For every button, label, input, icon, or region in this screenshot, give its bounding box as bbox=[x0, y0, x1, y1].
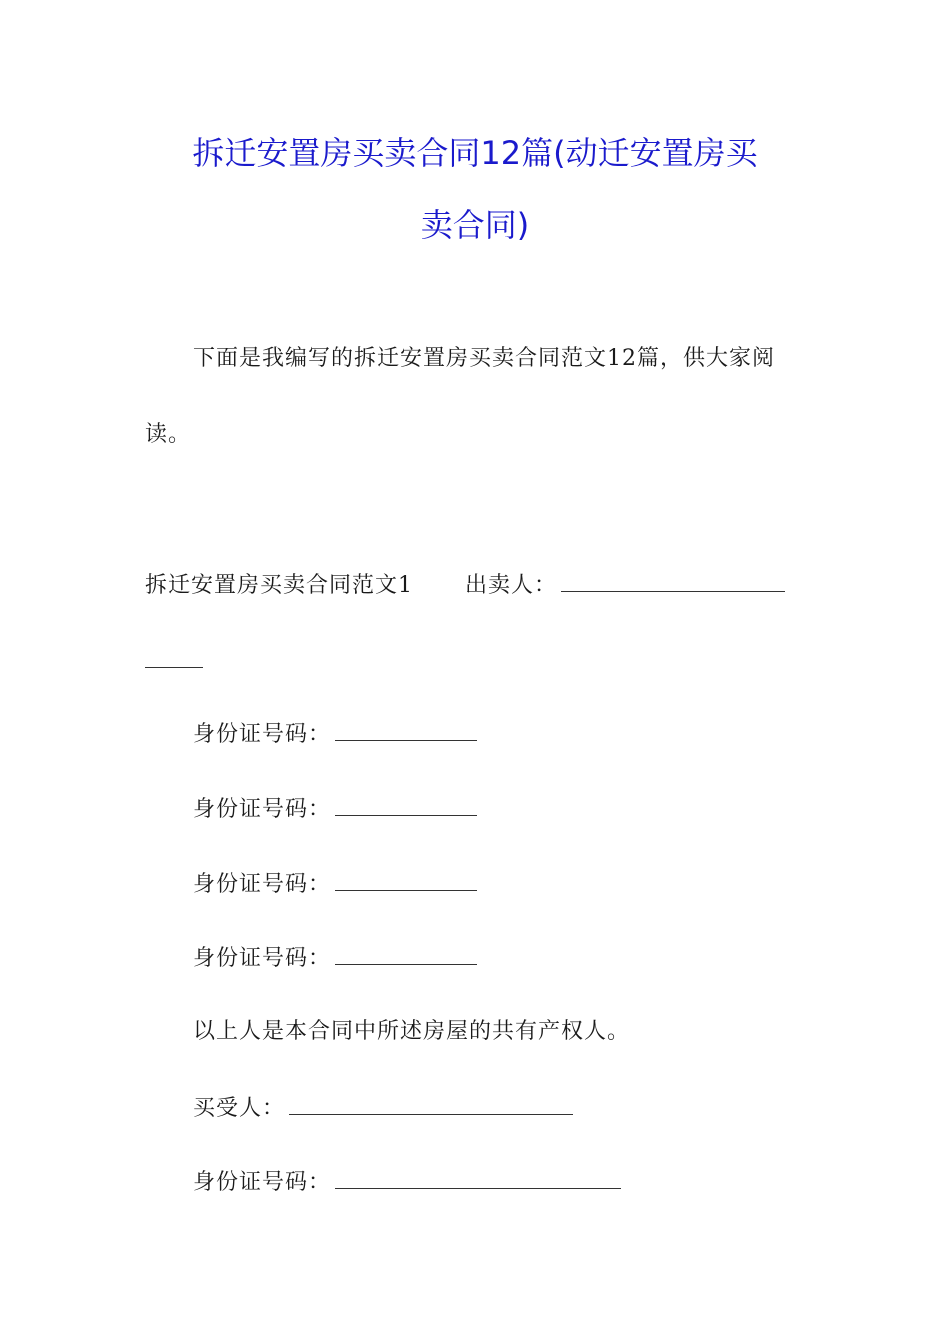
buyer-id-label: 身份证号码： bbox=[193, 1170, 332, 1195]
seller-blank-continued bbox=[145, 666, 203, 668]
id-label: 身份证号码： bbox=[193, 946, 332, 971]
id-label: 身份证号码： bbox=[193, 872, 332, 897]
co-owners-note: 以上人是本合同中所述房屋的共有产权人。 bbox=[193, 1019, 631, 1044]
section-heading: 拆迁安置房买卖合同范文1 bbox=[145, 573, 413, 598]
seller-label: 出卖人： bbox=[465, 573, 558, 598]
id-row-2 bbox=[193, 797, 477, 821]
id-row-3 bbox=[193, 872, 477, 896]
id-row-1 bbox=[193, 722, 477, 746]
seller-blank bbox=[561, 573, 785, 592]
id-blank bbox=[335, 872, 477, 891]
buyer-label: 买受人： bbox=[193, 1096, 286, 1121]
id-blank bbox=[335, 797, 477, 816]
document-title-line1: 拆迁安置房买卖合同12篇(动迁安置房买 bbox=[192, 134, 758, 172]
id-label: 身份证号码： bbox=[193, 722, 332, 747]
buyer-id-blank bbox=[335, 1170, 621, 1189]
id-blank bbox=[335, 946, 477, 965]
section-heading-row bbox=[145, 573, 785, 597]
intro-line2: 读。 bbox=[145, 422, 192, 447]
buyer-blank bbox=[289, 1096, 573, 1115]
id-row-4 bbox=[193, 946, 477, 970]
intro-line1: 下面是我编写的拆迁安置房买卖合同范文12篇，供大家阅 bbox=[193, 346, 775, 371]
document-title-line2: 卖合同) bbox=[420, 206, 530, 244]
buyer-row bbox=[193, 1096, 573, 1120]
id-blank bbox=[335, 722, 477, 741]
buyer-id-row bbox=[193, 1170, 621, 1194]
id-label: 身份证号码： bbox=[193, 797, 332, 822]
